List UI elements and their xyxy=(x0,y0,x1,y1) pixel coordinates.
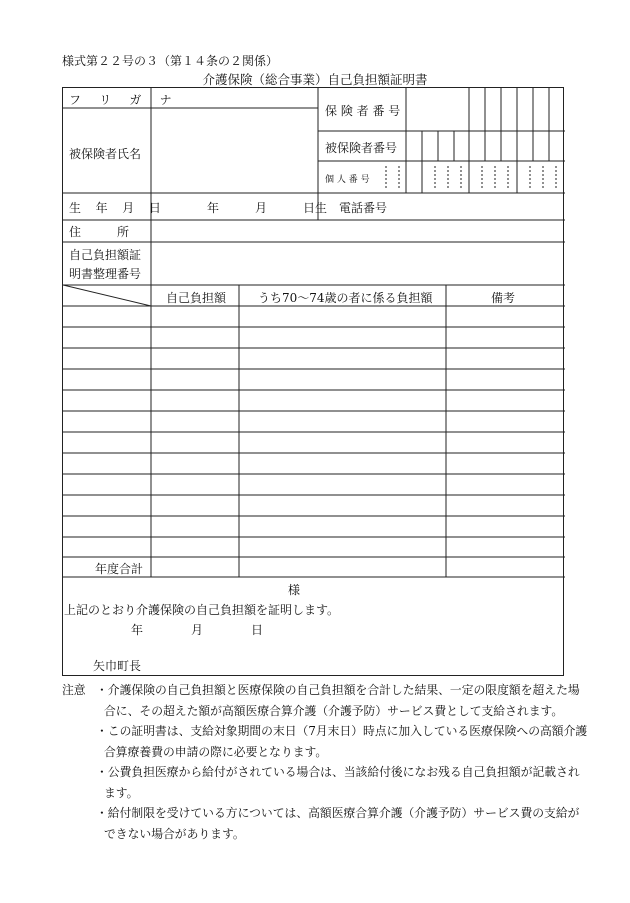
notes-heading: 注意 xyxy=(62,683,86,697)
issuer-name: 矢巾町長 xyxy=(93,659,142,673)
certification-date: 年 月 日 xyxy=(131,623,264,637)
fiscal-total-label: 年度合計 xyxy=(95,562,144,576)
note-item: ・公費負担医療から給付がされている場合は、当該給付後になお残る自己負担額が記載されます。 xyxy=(96,765,580,800)
honorific-sama: 様 xyxy=(288,583,301,597)
birth-date-label: 生 年 月 日 xyxy=(69,201,167,215)
certificate-form xyxy=(62,87,564,676)
personal-number-label: 個 人 番 号 xyxy=(325,175,370,185)
header-self-pay: 自己負担額 xyxy=(166,291,227,305)
header-70-74: うち70〜74歳の者に係る負担額 xyxy=(258,291,433,305)
form-grid-lines xyxy=(63,88,565,677)
address-label: 住 所 xyxy=(69,225,130,239)
document-title: 介護保険（総合事業）自己負担額証明書 xyxy=(202,72,428,87)
note-item: ・給付制限を受けている方については、高額医療合算介護（介護予防）サービス費の支給ができない場合があります。 xyxy=(96,806,580,841)
certification-statement: 上記のとおり介護保険の自己負担額を証明します。 xyxy=(64,603,340,617)
furigana-label: フ リ ガ ナ xyxy=(69,93,179,107)
note-item: ・この証明書は、支給対象期間の末日（7月末日）時点に加入している医療保険への高額介護合算療養費の申請の際に必要となります。 xyxy=(96,724,588,759)
insurer-number-label: 保 険 者 番 号 xyxy=(325,104,401,118)
insured-name-label: 被保険者氏名 xyxy=(69,147,142,161)
certificate-mgmt-label-2: 明書整理番号 xyxy=(69,267,142,281)
certificate-mgmt-label-1: 自己負担額証 xyxy=(69,248,142,262)
insured-number-label: 被保険者番号 xyxy=(325,141,398,155)
header-remarks: 備考 xyxy=(491,291,516,305)
phone-label: 電話番号 xyxy=(339,201,388,215)
note-item: ・介護保険の自己負担額と医療保険の自己負担額を合計した結果、一定の限度額を超えた場合に、その超えた額が高額医療合算介護（介護予防）サービス費として支給されます。 xyxy=(96,683,580,718)
birth-date-value: 年 月 日生 xyxy=(207,201,328,215)
form-number: 様式第２２号の３（第１４条の２関係） xyxy=(62,54,279,68)
